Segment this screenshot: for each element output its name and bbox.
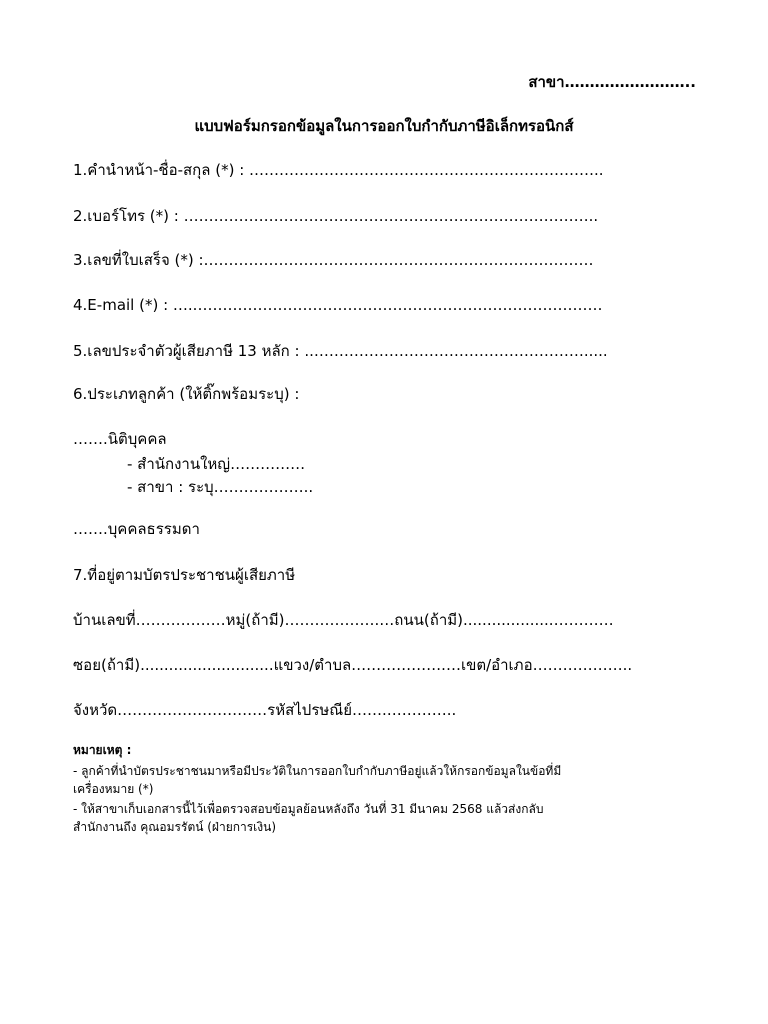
option-head-office: - สำนักงานใหญ่…………… <box>127 455 306 473</box>
address-line-province: จังหวัด…………………………รหัสไปรษณีย์…….………….. <box>73 701 457 719</box>
field-phone: 2.เบอร์โทร (*) : ……………………………………………………………………….. <box>73 207 599 225</box>
option-individual: …….บุคคลธรรมดา <box>73 520 200 538</box>
field-email: 4.E-mail (*) : …..……………………………………………………………………… <box>73 296 603 314</box>
form-title: แบบฟอร์มกรอกข้อมูลในการออกใบกำกับภาษีอิเล็กทรอนิกส์ <box>194 117 574 135</box>
option-juristic-person: …….นิติบุคคล <box>73 430 167 448</box>
note-2-line-2: สำนักงานถึง คุณอมรรัตน์ (ฝ่ายการเงิน) <box>73 820 277 834</box>
field-receipt-number: 3.เลขที่ใบเสร็จ (*) :…………………………………………………………………… <box>73 251 594 269</box>
note-2-line-1: - ให้สาขาเก็บเอกสารนี้ไว้เพื่อตรวจสอบข้อมูลย้อนหลังถึง วันที่ 31 มีนาคม 2568 แล้วส่งกลับ <box>73 802 544 816</box>
field-tax-id: 5.เลขประจำตัวผู้เสียภาษี 13 หลัก : ..………………………………………………..... <box>73 342 608 360</box>
note-1-line-1: - ลูกค้าที่นำบัตรประชาชนมาหรือมีประวัติในการออกใบกำกับภาษีอยู่แล้วให้กรอกข้อมูลในข้อที่มี <box>73 764 562 778</box>
notes-heading: หมายเหตุ : <box>73 743 132 757</box>
address-line-house: บ้านเลขที่………………หมู่(ถ้ามี)……………….…ถนน(ถ้ามี)...................………… <box>73 611 614 629</box>
note-1-line-2: เครื่องหมาย (*) <box>73 782 154 796</box>
branch-field: สาขา…………………….. <box>528 73 696 91</box>
option-branch-specify: - สาขา : ระบุ……………….. <box>127 478 314 496</box>
field-customer-type: 6.ประเภทลูกค้า (ให้ติ๊กพร้อมระบุ) : <box>73 385 300 403</box>
address-line-district: ซอย(ถ้ามี)............................แขวง/ตำบล……………….…เขต/อำเภอ……………….. <box>73 656 633 674</box>
field-name: 1.คำนำหน้า-ชื่อ-สกุล (*) : …………………………………………………………….. <box>73 161 604 179</box>
field-address-heading: 7.ที่อยู่ตามบัตรประชาชนผู้เสียภาษี <box>73 566 296 584</box>
